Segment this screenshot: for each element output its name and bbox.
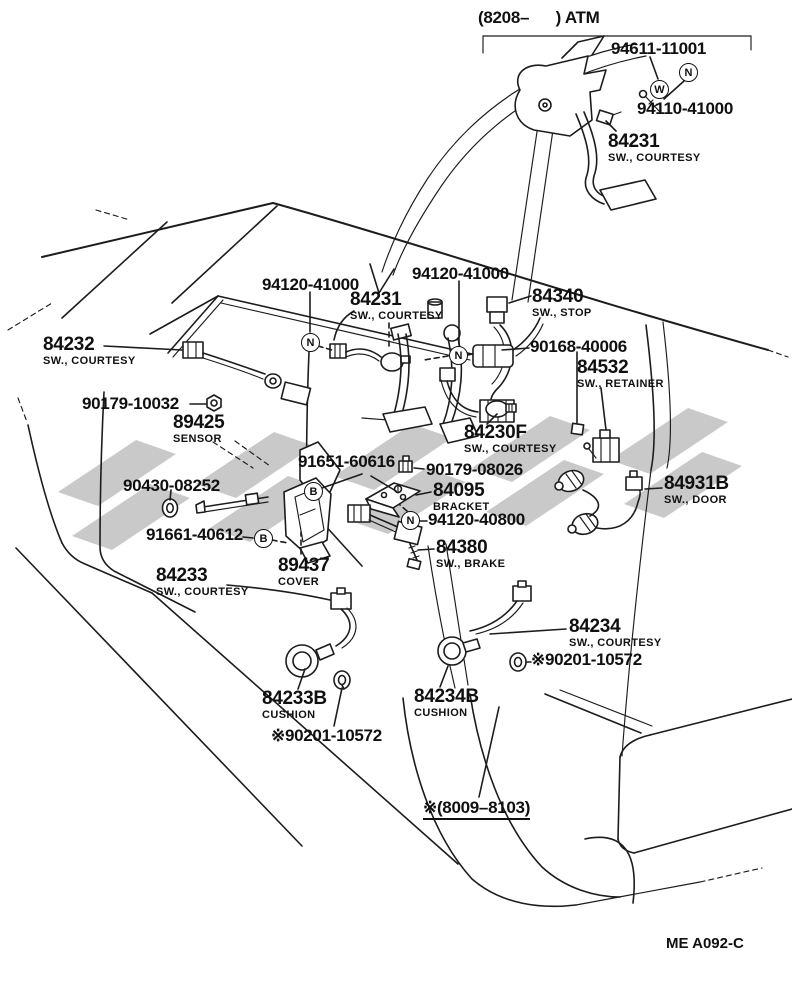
label-84231-main: 84231 SW., COURTESY: [350, 289, 443, 322]
label-89425: 89425 SENSOR: [173, 412, 225, 445]
callout-nut-n-3: N: [449, 346, 468, 365]
label-94611-11001: 94611-11001: [611, 39, 707, 58]
label-94120-40800: 94120-40800: [428, 510, 525, 529]
label-94110-41000: 94110-41000: [637, 99, 733, 118]
switch-84234-art: [438, 581, 531, 671]
label-84234: 84234 SW., COURTESY: [569, 616, 662, 649]
label-90179-08026: 90179-08026: [426, 460, 523, 479]
retainer-84532-art: [571, 423, 619, 462]
label-90179-10032: 90179-10032: [82, 394, 179, 413]
callout-bolt-b-2: B: [254, 529, 273, 548]
label-94120-41000-left: 94120-41000: [262, 275, 359, 294]
label-84380: 84380 SW., BRAKE: [436, 537, 506, 570]
callout-nut-n-1: N: [679, 63, 698, 82]
label-84233b: 84233B CUSHION: [262, 688, 327, 721]
label-84230f: 84230F SW., COURTESY: [464, 422, 557, 455]
nut-90179-10032-art: [207, 395, 221, 411]
label-84931b: 84931B SW., DOOR: [664, 473, 729, 506]
label-drawing-code: ME A092-C: [666, 935, 744, 952]
pedal-inset-art: [515, 36, 660, 210]
label-84340: 84340 SW., STOP: [532, 286, 592, 319]
label-84233: 84233 SW., COURTESY: [156, 565, 249, 598]
label-84532: 84532 SW., RETAINER: [577, 357, 664, 390]
callout-nut-n-2: N: [301, 333, 320, 352]
pointer-arrow: [370, 44, 646, 293]
label-94120-41000-right: 94120-41000: [412, 264, 509, 283]
callout-nut-n-4: N: [401, 511, 420, 530]
callout-bolt-b-1: B: [304, 482, 323, 501]
label-89437: 89437 COVER: [278, 555, 330, 588]
label-91651-60616: 91651-60616: [298, 452, 395, 471]
switch-84231-main-art: [330, 344, 410, 371]
label-84234b: 84234B CUSHION: [414, 686, 479, 719]
label-90430-08252: 90430-08252: [123, 476, 220, 495]
switch-84232-art: [183, 342, 311, 405]
label-84231-inset: 84231 SW., COURTESY: [608, 131, 701, 164]
label-90201-10572-left: ※90201-10572: [271, 726, 382, 745]
label-91661-40612: 91661-40612: [146, 525, 243, 544]
label-84095: 84095 BRACKET: [433, 480, 490, 513]
switch-84233-art: [286, 588, 356, 689]
label-8208-atm: (8208– ) ATM: [478, 8, 600, 27]
label-90168-40006: 90168-40006: [530, 337, 627, 356]
label-84232: 84232 SW., COURTESY: [43, 334, 136, 367]
label-8009-8103-note: ※(8009–8103): [423, 799, 530, 820]
callout-washer-w: W: [650, 80, 669, 99]
label-90201-10572-right: ※90201-10572: [531, 650, 642, 669]
